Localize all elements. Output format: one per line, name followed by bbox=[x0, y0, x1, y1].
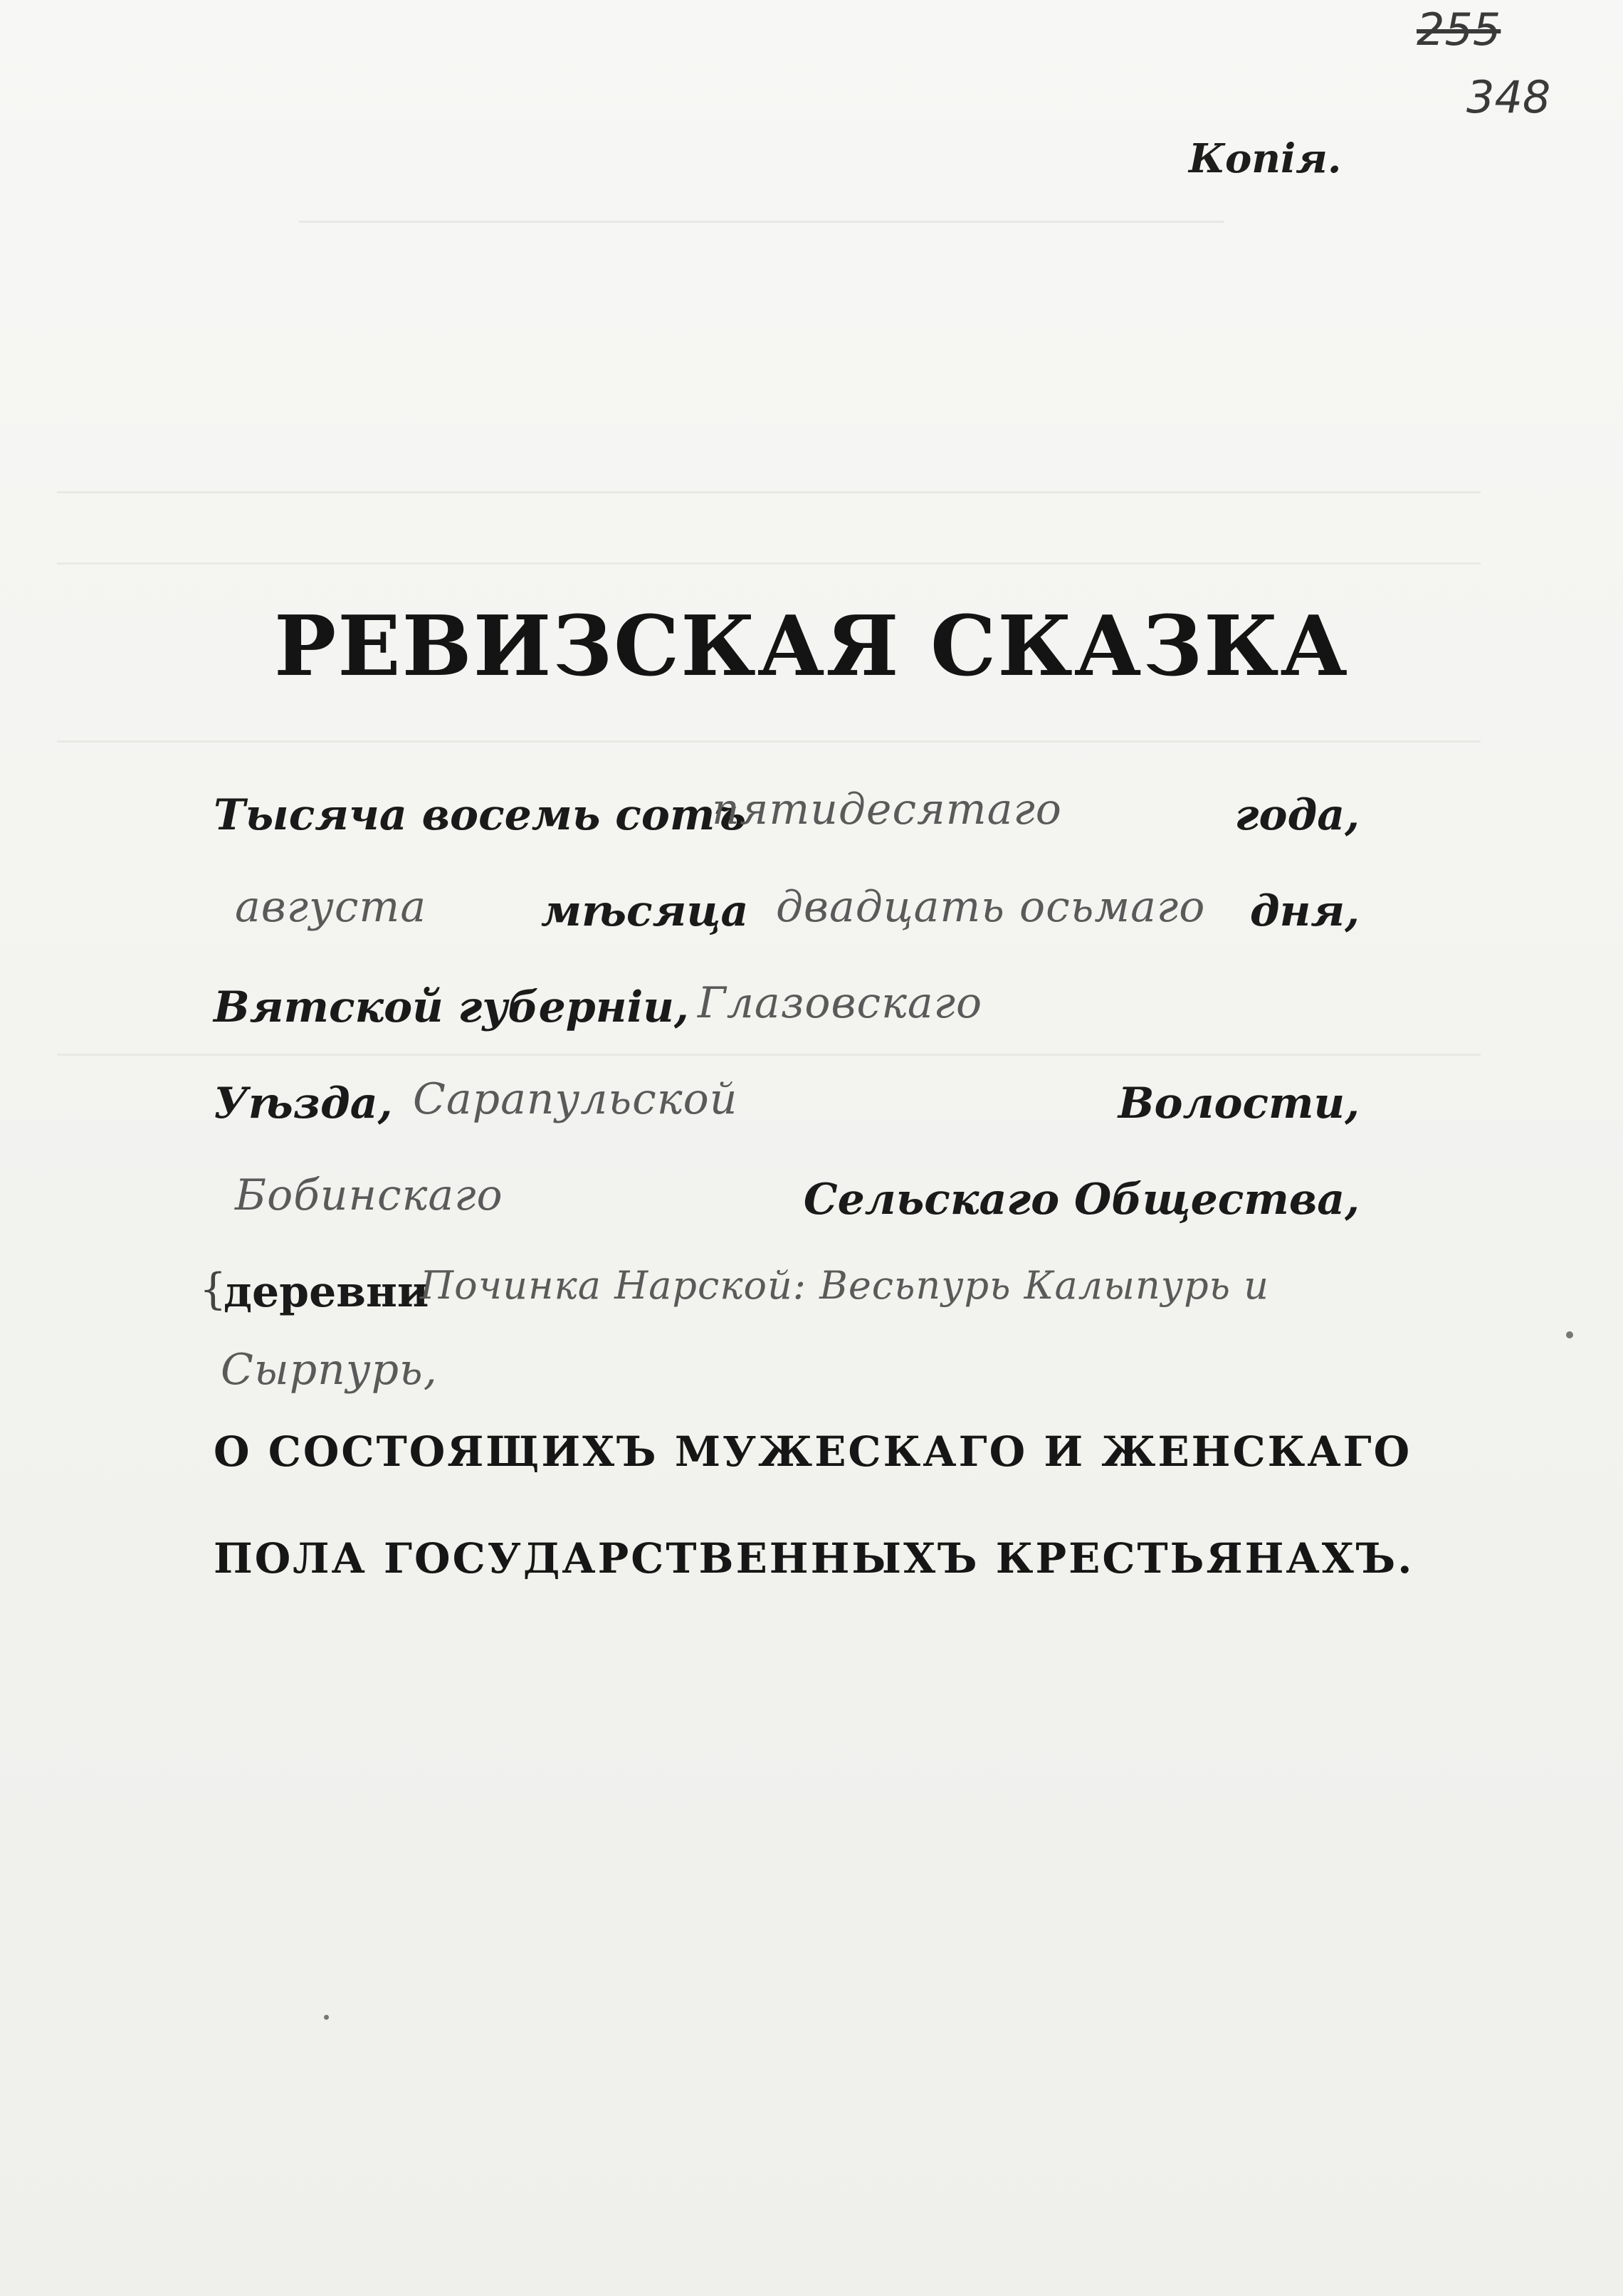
district-value: Сарапульской bbox=[413, 1074, 738, 1124]
subtitle-line-1: О СОСТОЯЩИХЪ МУЖЕСКАГО И ЖЕНСКАГО bbox=[214, 1427, 1412, 1476]
bleed-through-line bbox=[57, 740, 1481, 743]
document-title: РЕВИЗСКАЯ СКАЗКА bbox=[274, 598, 1349, 695]
month-label: мѣсяца bbox=[541, 886, 749, 936]
year-value: пятидесятаго bbox=[712, 785, 1062, 834]
bleed-through-line bbox=[57, 491, 1481, 493]
archive-number: 348 bbox=[1466, 71, 1551, 123]
village-row bbox=[199, 1263, 1395, 1346]
village-value-continued: Сырпурь, bbox=[221, 1345, 438, 1395]
society-row bbox=[214, 1170, 1360, 1253]
province-label: Вятской губерніи, bbox=[214, 982, 689, 1032]
year-suffix: года, bbox=[1234, 790, 1360, 840]
day-label: дня, bbox=[1249, 886, 1360, 936]
district-label: Уѣзда, bbox=[214, 1079, 393, 1128]
village-label: деревни bbox=[224, 1267, 429, 1317]
day-value: двадцать осьмаго bbox=[776, 882, 1206, 932]
village-row-continued bbox=[214, 1345, 1360, 1427]
month-value: августа bbox=[235, 882, 427, 932]
society-value: Бобинскаго bbox=[235, 1170, 503, 1220]
village-brace: { bbox=[199, 1264, 227, 1314]
year-row bbox=[214, 785, 1360, 869]
bleed-through-line bbox=[299, 221, 1224, 223]
archive-number-struck: 255 bbox=[1417, 4, 1501, 56]
bleed-through-line bbox=[57, 562, 1481, 565]
year-label: Тысяча восемь сотъ bbox=[214, 790, 746, 840]
province-row bbox=[214, 978, 1360, 1061]
copy-label: Копія. bbox=[1189, 135, 1342, 182]
subtitle-line-2: ПОЛА ГОСУДАРСТВЕННЫХЪ КРЕСТЬЯНАХЪ. bbox=[214, 1534, 1414, 1583]
district-row bbox=[214, 1074, 1360, 1157]
village-value: Починка Нарской: Весьпурь Калыпурь и bbox=[420, 1263, 1270, 1308]
paper-speck bbox=[324, 2015, 329, 2020]
volost-label: Волости, bbox=[1118, 1079, 1360, 1128]
date-row bbox=[214, 882, 1360, 965]
province-value: Глазовскаго bbox=[698, 978, 983, 1028]
society-label: Сельскаго Общества, bbox=[803, 1175, 1360, 1225]
paper-speck bbox=[1566, 1331, 1573, 1338]
